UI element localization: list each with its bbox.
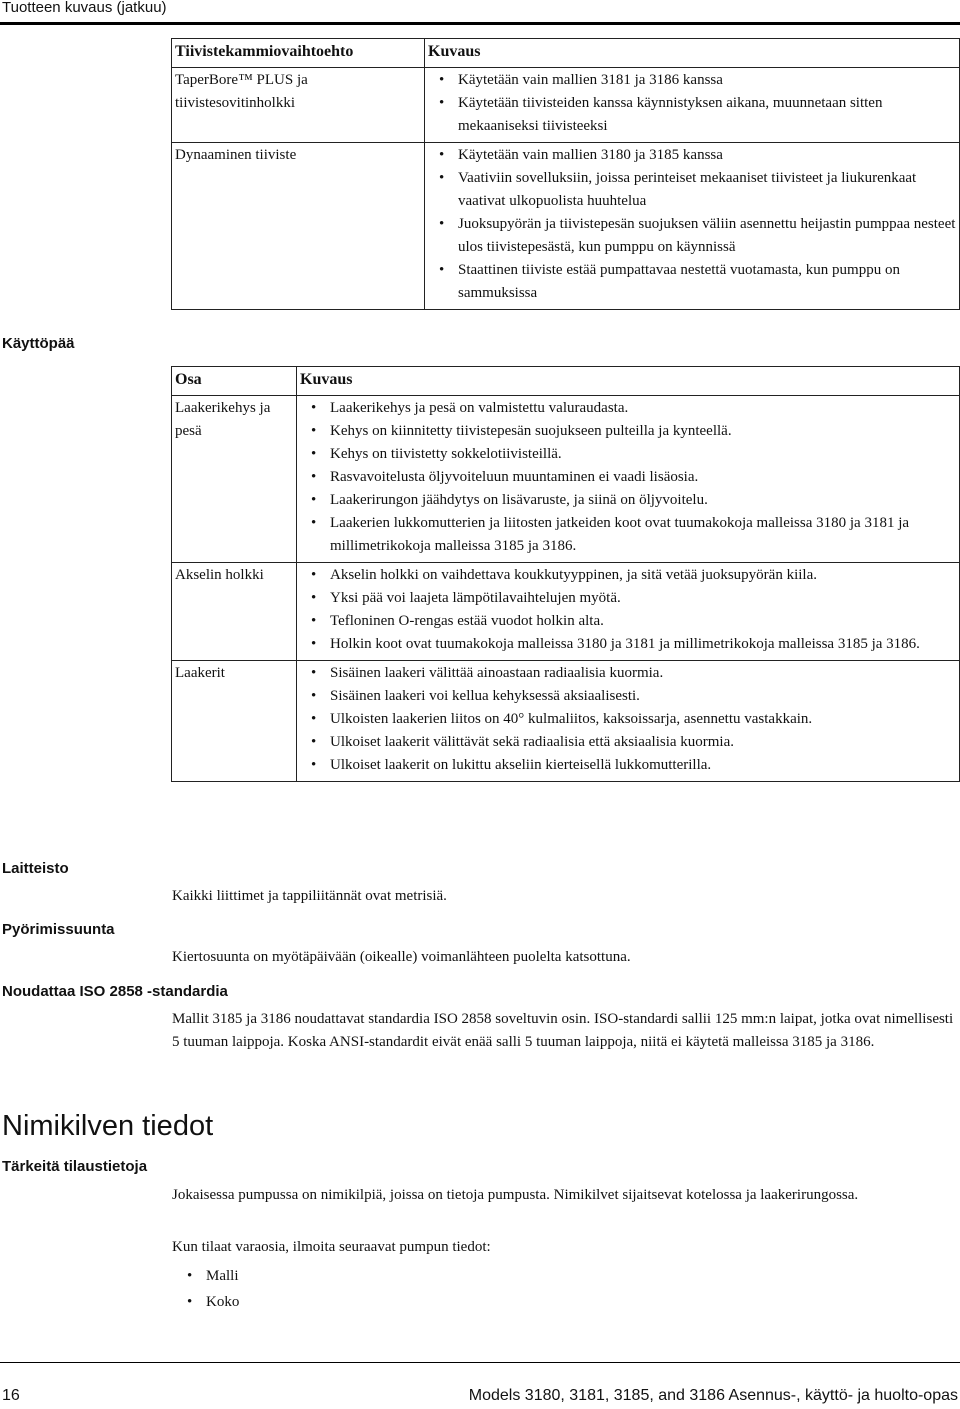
list-item: • Koko (206, 1289, 239, 1315)
list-item: • Laakerirungon jäähdytys on lisävaruste, ja siinä on öljyvoitelu. (330, 489, 956, 512)
power-end-table (171, 366, 960, 782)
list-item: • Käytetään vain mallien 3181 ja 3186 kanssa (458, 69, 956, 92)
list-item: • Malli (206, 1263, 239, 1289)
list-item: • Juoksupyörän ja tiivistepesän suojuksen väliin asennettu heijastin pumppaa nesteet ulos tiivistepesästä, kun pumppu on käynnissä (458, 213, 956, 259)
bullet-list (428, 69, 956, 138)
list-item: • Yksi pää voi laajeta lämpötilavaihtelujen myötä. (330, 587, 956, 610)
list-item: • Rasvavoitelusta öljyvoiteluun muuntaminen ei vaadi lisäosia. (330, 466, 956, 489)
list-item: • Laakerikehys ja pesä on valmistettu valuraudasta. (330, 397, 956, 420)
table-row (172, 68, 960, 143)
list-item: • Ulkoiset laakerit on lukittu akseliin kierteisellä lukkomutterilla. (330, 754, 956, 777)
nameplate-para2: Kun tilaat varaosia, ilmoita seuraavat pumpun tiedot: (172, 1239, 491, 1255)
nameplate-para1: Jokaisessa pumpussa on nimikilpiä, joissa on tietoja pumpusta. Nimikilvet sijaitsevat kotelossa ja laakerirungossa. (172, 1187, 859, 1203)
table-row (172, 661, 960, 782)
section-heading-kayttopaa: Käyttöpää (2, 335, 75, 352)
footer-rule (0, 1362, 960, 1363)
table1-row-name: TaperBore™ PLUS ja tiivistesovitinholkki (172, 68, 425, 143)
list-item: • Käytetään tiivisteiden kanssa käynnistyksen aikana, muunnetaan sitten mekaaniseksi tiivisteeksi (458, 92, 956, 138)
list-item: • Kehys on tiivistetty sokkelotiivisteillä. (330, 443, 956, 466)
footer-title: Models 3180, 3181, 3185, and 3186 Asennus-, käyttö- ja huolto-opas (468, 1387, 958, 1404)
bullet-list (300, 397, 956, 558)
header-rule (0, 22, 960, 25)
table-row (172, 396, 960, 563)
nameplate-subheading: Tärkeitä tilaustietoja (2, 1158, 148, 1175)
table2-row-name: Laakerit (172, 661, 297, 782)
nameplate-title: Nimikilven tiedot (2, 1110, 214, 1142)
list-item: • Staattinen tiiviste estää pumpattavaa nestettä vuotamasta, kun pumppu on sammuksissa (458, 259, 956, 305)
table2-row-name: Laakerikehys ja pesä (172, 396, 297, 563)
seal-chamber-table (171, 38, 960, 310)
laitteisto-text: Kaikki liittimet ja tappiliitännät ovat metrisiä. (172, 888, 447, 904)
list-item: • Ulkoisten laakerien liitos on 40° kulmaliitos, kaksoissarja, asennettu vastakkain. (330, 708, 956, 731)
list-item: • Ulkoiset laakerit välittävät sekä radiaalisia että aksiaalisia kuormia. (330, 731, 956, 754)
section-heading-pyorimissuunta: Pyörimissuunta (2, 921, 115, 938)
table1-row-name: Dynaaminen tiiviste (172, 143, 425, 310)
table1-header-option: Tiivistekammiovaihtoehto (172, 39, 425, 68)
section-heading-iso: Noudattaa ISO 2858 -standardia (2, 983, 228, 1000)
page-number: 16 (2, 1387, 20, 1404)
iso-text: Mallit 3185 ja 3186 noudattavat standardia ISO 2858 soveltuvin osin. ISO-standardi sallii 125 mm:n laipat, jotka ovat nimellisesti 5 tuuman laippoja. Koska ANSI-standardit eivät enää salli 5 tuuman laippoja, niitä ei käytetä malleissa 3185 ja 3186. (172, 1011, 954, 1050)
page-header-title: Tuotteen kuvaus (jatkuu) (2, 0, 167, 16)
list-item: • Holkin koot ovat tuumakokoja malleissa 3180 ja 3181 ja millimetrikokoja malleissa 3185 ja 3186. (330, 633, 956, 656)
nameplate-list (176, 1263, 239, 1315)
list-item: • Laakerien lukkomutterien ja liitosten jatkeiden koot ovat tuumakokoja malleissa 3180 ja 3181 ja millimetrikokoja malleissa 3185 ja 3186. (330, 512, 956, 558)
list-item: • Käytetään vain mallien 3180 ja 3185 kanssa (458, 144, 956, 167)
list-item: • Sisäinen laakeri välittää ainoastaan radiaalisia kuormia. (330, 662, 956, 685)
list-item: • Tefloninen O-rengas estää vuodot holkin alta. (330, 610, 956, 633)
section-heading-laitteisto: Laitteisto (2, 860, 69, 877)
table2-header-description: Kuvaus (297, 367, 960, 396)
bullet-list (300, 662, 956, 777)
table-row (172, 563, 960, 661)
bullet-list (300, 564, 956, 656)
table1-header-description: Kuvaus (425, 39, 960, 68)
list-item: • Sisäinen laakeri voi kellua kehyksessä aksiaalisesti. (330, 685, 956, 708)
list-item: • Akselin holkki on vaihdettava koukkutyyppinen, ja sitä vetää juoksupyörän kiila. (330, 564, 956, 587)
bullet-list (428, 144, 956, 305)
table2-header-part: Osa (172, 367, 297, 396)
table2-row-name: Akselin holkki (172, 563, 297, 661)
pyorimissuunta-text: Kiertosuunta on myötäpäivään (oikealle) voimanlähteen puolelta katsottuna. (172, 949, 631, 965)
list-item: • Kehys on kiinnitetty tiivistepesän suojukseen pulteilla ja kynteellä. (330, 420, 956, 443)
table-row (172, 143, 960, 310)
list-item: • Vaativiin sovelluksiin, joissa perinteiset mekaaniset tiivisteet ja liukurenkaat vaativat ulkopuolista huuhtelua (458, 167, 956, 213)
